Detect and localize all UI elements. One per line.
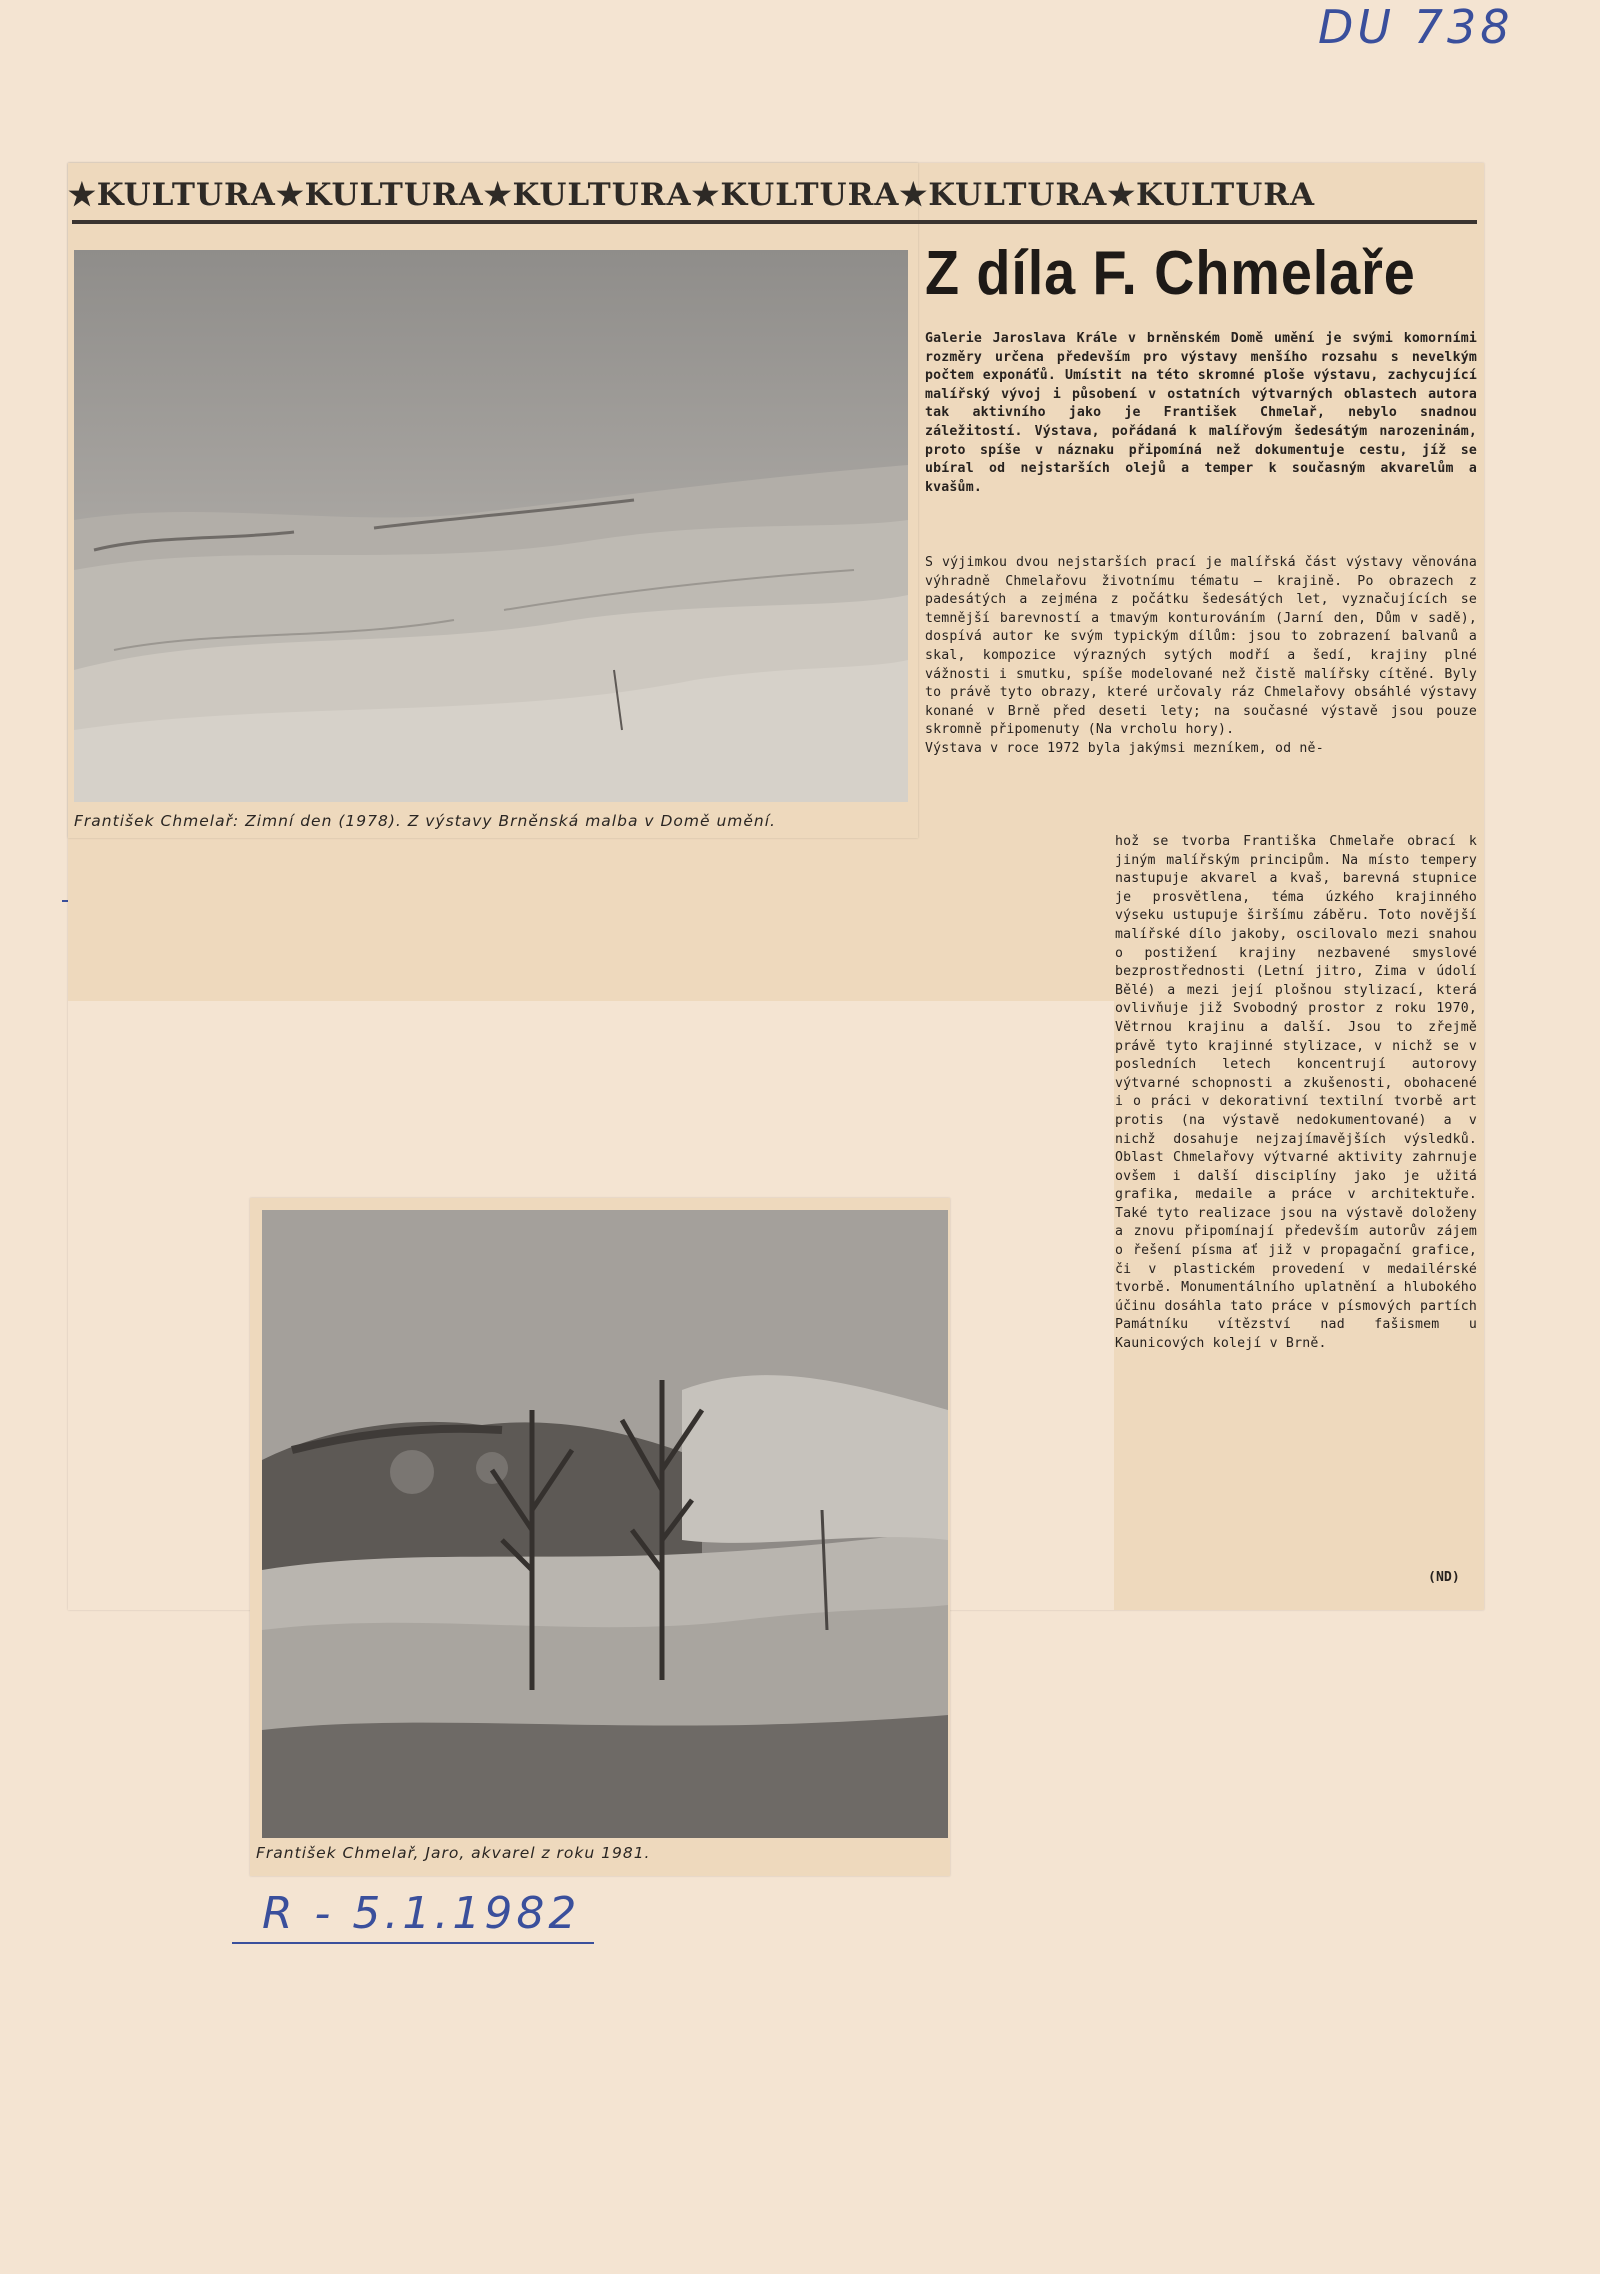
article-body-column: hož se tvorba Františka Chmelaře obrací k jiným malířským principům. Na místo tempery nastupuje akvarel a kvaš, barevná stupnice je prosvětlena, téma úzkého krajinného výseku ustupuje širšímu záběru. Toto novější malířské dílo jakoby, oscilovalo mezi snahou o postižení krajiny nezbavené smyslové bezprostřednosti (Letní jitro, Zima v údolí Bělé) a mezi její plošnou stylizací, která ovlivňuje již Svobodný prostor z roku 1970, Větrnou krajinu a další. Jsou to zřejmě právě tyto krajinné stylizace, v nichž se v posledních letech koncentrují autorovy výtvarné schopnosti a zkušenosti, obohacené i o práci v dekorativní textilní tvorbě art protis (na výstavě nedokumentované) a v nichž dosahuje nejzajímavějších výsledků. Oblast Chmelařovy výtvarné aktivity zahrnuje ovšem i další disciplíny jako je užitá grafika, medaile a práce v architektuře. Také tyto realizace jsou na výstavě doloženy a znovu připomínají především autorův zájem o řešení písma ať již v propagační grafice, či v plastickém provedení v medailérské tvorbě. Monumentálního uplatnění a hlubokého účinu dosáhla tato práce v písmových partích Památníku vítězství nad fašismem u Kaunicových kolejí v Brně. (1115, 834, 1477, 1352)
date-2-underline (232, 1942, 594, 1944)
clipping-date-2: R - 5.1.1982 (262, 1888, 581, 1939)
author-signature: (ND) (1428, 1570, 1460, 1585)
section-banner: ★KULTURA★KULTURA★KULTURA★KULTURA★KULTURA★KULTURA (68, 177, 1316, 213)
archive-mark: DU 738 (1318, 0, 1514, 54)
article-lead: Galerie Jaroslava Krále v brněnském Domě umění je svými komorními rozměry určena především pro výstavy menšího rozsahu s nevelkým počtem exponáťů. Umístit na této skromné ploše výstavu, zachycující malířský vývoj i působení v ostatních výtvarných oblastech autora tak aktivního jako je František Chmelař, nebylo snadnou záležitostí. Výstava, pořádaná k malířovým šedesátým narozeninám, proto spíše v náznaku připomíná než dokumentuje cestu, jíž se ubíral od nejstarších olejů a temper k současným akvarelům a kvašům. (925, 331, 1477, 495)
article-body-paragraph-2-start: Výstava v roce 1972 byla jakýmsi mezníkem, od ně- (925, 740, 1324, 756)
photo-2-caption: František Chmelař, Jaro, akvarel z roku 1981. (256, 1844, 651, 1862)
spring-landscape-illustration (262, 1210, 948, 1838)
article-body-paragraph-1: S výjimkou dvou nejstarších prací je malířská část výstavy věnována výhradně Chmelařovu životnímu tématu — krajině. Po obrazech z padesátých a zejména z počátku šedesátých let, vyznačujících se temnější barevností a tmavým konturováním (Jarní den, Dům v sadě), dospívá autor ke svým typickým dílům: jsou to zobrazení balvanů a skal, kompozice výrazných sytých modří a šedí, krajiny plné vážnosti i smutku, spíše modelované než čistě malířsky cítěné. Byly to právě tyto obrazy, které určovaly ráz Chmelařovy obsáhlé výstavy konané v Brně před deseti lety; na současné výstavě jsou pouze skromně připomenuty (Na vrcholu hory). (925, 555, 1477, 738)
article-body-upper (925, 554, 1477, 759)
photo-winter-day (74, 250, 908, 802)
banner-rule (72, 220, 1477, 224)
photo-spring (262, 1210, 948, 1838)
photo-1-caption: František Chmelař: Zimní den (1978). Z výstavy Brněnská malba v Domě umění. (74, 812, 776, 830)
article-headline: Z díla F. Chmelaře (925, 239, 1416, 308)
winter-landscape-illustration (74, 250, 908, 802)
